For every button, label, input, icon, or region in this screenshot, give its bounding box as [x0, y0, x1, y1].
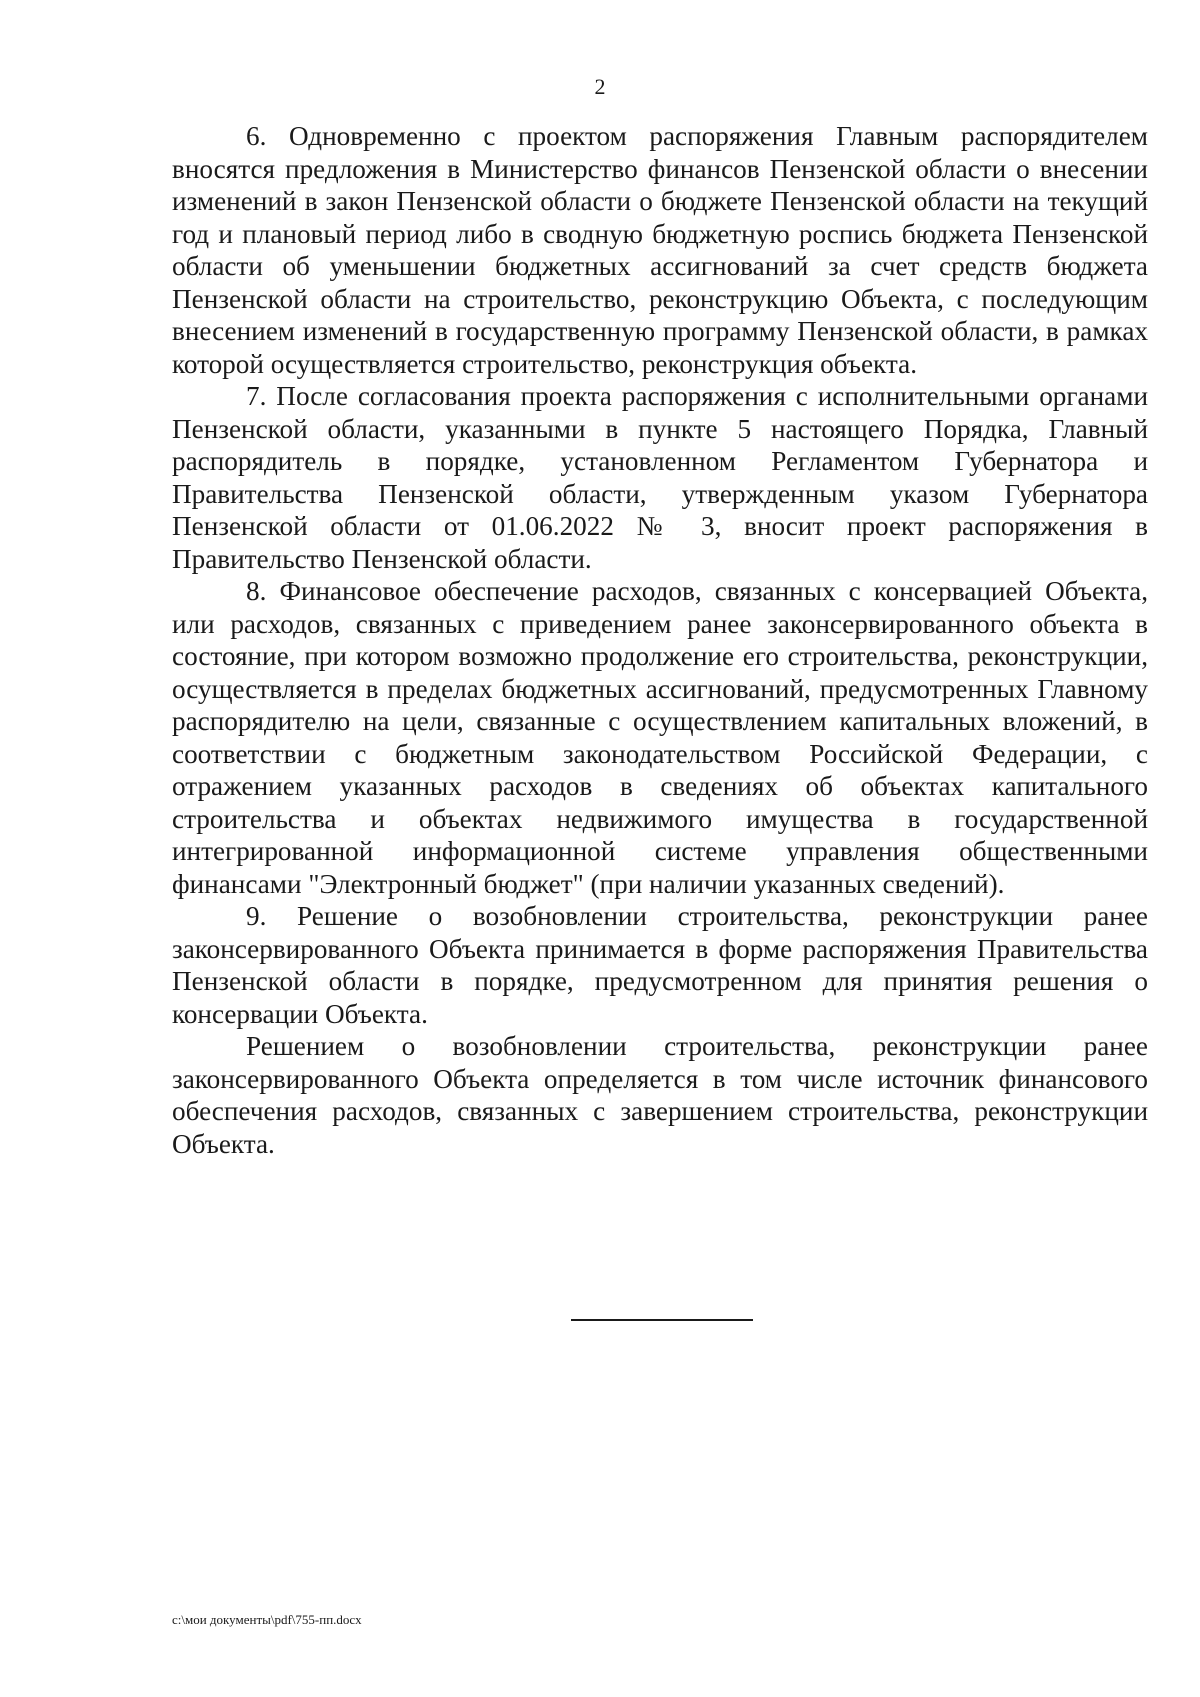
paragraph-8: 8. Финансовое обеспечение расходов, связанных с консервацией Объекта, или расходов, связанных с приведением ранее законсервированного объекта в состояние, при котором возможно продолжение его строительства, реконструкции, осуществляется в пределах бюджетных ассигнований, предусмотренных Главному распорядителю на цели, связанные с осуществлением капитальных вложений, в соответствии с бюджетным законодательством Российской Федерации, с отражением указанных расходов в сведениях об объектах капитального строительства и объектах недвижимого имущества в государственной интегрированной информационной системе управления общественными финансами "Электронный бюджет" (при наличии указанных сведений). — [172, 576, 1148, 899]
end-separator-line — [571, 1319, 753, 1321]
paragraph-9-continuation: Решением о возобновлении строительства, реконструкции ранее законсервированного Объекта определяется в том числе источник финансового обеспечения расходов, связанных с завершением строительства, реконструкции Объекта. — [172, 1031, 1148, 1159]
page-number: 2 — [594, 74, 606, 99]
paragraph-9: 9. Решение о возобновлении строительства, реконструкции ранее законсервированного Объекта принимается в форме распоряжения Правительства Пензенской области в порядке, предусмотренном для принятия решения о консервации Объекта. — [172, 901, 1148, 1029]
document-body — [172, 120, 1148, 1160]
paragraph-6: 6. Одновременно с проектом распоряжения Главным распорядителем вносятся предложения в Министерство финансов Пензенской области о внесении изменений в закон Пензенской области о бюджете Пензенской области на текущий год и плановый период либо в сводную бюджетную роспись бюджета Пензенской области об уменьшении бюджетных ассигнований за счет средств бюджета Пензенской области на строительство, реконструкцию Объекта, с последующим внесением изменений в государственную программу Пензенской области, в рамках которой осуществляется строительство, реконструкция объекта. — [172, 121, 1148, 379]
footer-file-path: c:\мои документы\pdf\755-пп.docx — [172, 1612, 362, 1627]
paragraph-7: 7. После согласования проекта распоряжения с исполнительными органами Пензенской области, указанными в пункте 5 настоящего Порядка, Главный распорядитель в порядке, установленном Регламентом Губернатора и Правительства Пензенской области, утвержденным указом Губернатора Пензенской области от 01.06.2022 № 3, вносит проект распоряжения в Правительство Пензенской области. — [172, 381, 1148, 574]
